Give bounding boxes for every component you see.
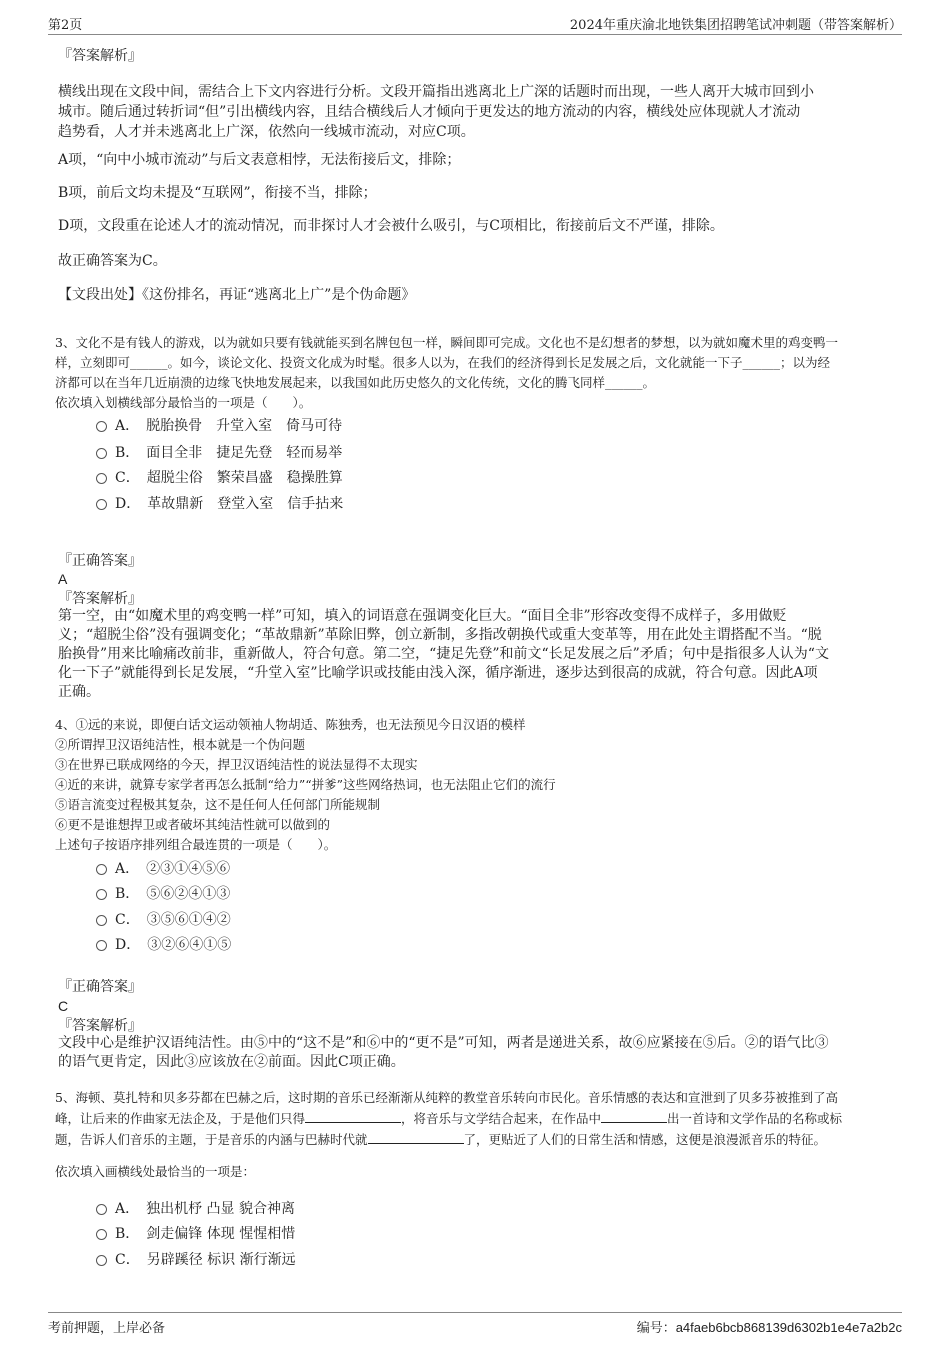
document-id: 编号：a4faeb6bcb868139d6302b1e4e7a2b2c xyxy=(636,1320,902,1335)
q2-analysis-line: 城市。随后通过转折词“但”引出横线内容，且结合横线后人才倾向于更发达的地方流动的内容，横线处应体现就人才流动 xyxy=(58,104,801,120)
q3-stem xyxy=(55,333,900,413)
q4-stem-line: ③在世界已联成网络的今天，捍卫汉语纯洁性的说法显得不太现实 xyxy=(55,757,418,772)
q4-analysis-title: 『答案解析』 xyxy=(58,1018,142,1034)
q2-analysis-title: 『答案解析』 xyxy=(58,48,142,64)
q5-blank-3 xyxy=(368,1129,464,1144)
radio-icon[interactable] xyxy=(96,915,107,926)
q5-stem-line: 5、海顿、莫扎特和贝多芬都在巴赫之后，这时期的音乐已经渐渐从纯粹的教堂音乐转向市民化。音乐情感的表达和宣泄到了贝多芬被推到了高 xyxy=(55,1090,838,1105)
q4-option-label: B． ⑤⑥②④①③ xyxy=(115,886,231,902)
q3-text: 济都可以在当年几近崩溃的边缘飞快地发展起来，以我国如此历史悠久的文化传统，文化的腾飞同样 xyxy=(55,375,606,390)
radio-icon[interactable] xyxy=(96,499,107,510)
q3-option-label: A． 脱胎换骨 升堂入室 倚马可待 xyxy=(115,418,343,434)
q2-conclusion: 故正确答案为C。 xyxy=(58,253,167,269)
q5-stem xyxy=(55,1088,900,1150)
q3-analysis-line: 第一空，由“如魔术里的鸡变鸭一样”可知，填入的词语意在强调变化巨大。“面目全非”形容改变得不成样子，多用做贬 xyxy=(58,608,787,624)
page-footer xyxy=(48,1312,902,1335)
q3-option-label: D． 革故鼎新 登堂入室 信手拈来 xyxy=(115,496,344,512)
q2-analysis-line: 趋势看，人才并未逃离北上广深，依然向一线城市流动，对应C项。 xyxy=(58,124,475,140)
q5-text: 出一首诗和文学作品的名称或标 xyxy=(667,1111,843,1126)
q4-analysis xyxy=(58,1034,893,1072)
q5-stem-line xyxy=(55,1108,900,1129)
q3-blank: ______ xyxy=(742,355,781,370)
page-number: 第2页 xyxy=(48,18,83,33)
q3-text: ；以为经 xyxy=(780,355,831,370)
q3-analysis-line: 正确。 xyxy=(58,684,100,700)
q3-analysis-line: 义；“超脱尘俗”没有强调变化；“革故鼎新”革除旧弊，创立新制，多指改朝换代或重大变革等，用在此处主谓搭配不当。“脱 xyxy=(58,627,822,643)
q3-option-label: C． 超脱尘俗 繁荣昌盛 稳操胜算 xyxy=(115,470,343,486)
q5-text: ，将音乐与文学结合起来，在作品中 xyxy=(401,1111,602,1126)
q3-blank: ______ xyxy=(130,355,168,370)
q5-text: 题，告诉人们音乐的主题，于是音乐的内涵与巴赫时代就 xyxy=(55,1132,368,1147)
q3-option-d[interactable] xyxy=(96,494,343,514)
footer-slogan: 考前押题，上岸必备 xyxy=(48,1321,166,1336)
q4-option-b[interactable] xyxy=(96,884,230,904)
radio-icon[interactable] xyxy=(96,421,107,432)
q5-prompt: 依次填入画横线处最恰当的一项是： xyxy=(55,1164,256,1179)
q3-stem-line xyxy=(55,353,900,373)
q3-answer: A xyxy=(58,571,68,587)
q4-answer: C xyxy=(58,998,69,1014)
q3-stem-line: 3、文化不是有钱人的游戏，以为就如只要有钱就能买到名牌包包一样，瞬间即可完成。文化也不是幻想者的梦想，以为就如魔术里的鸡变鸭一 xyxy=(55,335,838,350)
q3-option-label: B． 面目全非 捷足先登 轻而易举 xyxy=(115,445,343,461)
q4-option-c[interactable] xyxy=(96,910,231,930)
q4-answer-title: 『正确答案』 xyxy=(58,979,142,995)
q5-text: 了，更贴近了人们的日常生活和情感，这便是浪漫派音乐的特征。 xyxy=(463,1132,827,1147)
radio-icon[interactable] xyxy=(96,889,107,900)
q3-blank: ______ xyxy=(605,375,643,390)
q4-stem xyxy=(55,715,900,855)
q3-text: 。如今，谈论文化、投资文化成为时髦。很多人以为，在我们的经济得到长足发展之后，文化就能一下子 xyxy=(167,355,743,370)
radio-icon[interactable] xyxy=(96,864,107,875)
q2-option-a-explanation: A项，“向中小城市流动”与后文表意相悖，无法衔接后文，排除； xyxy=(58,152,461,168)
q3-text: 样，立刻即可 xyxy=(55,355,131,370)
q4-analysis-line: 文段中心是维护汉语纯洁性。由⑤中的“这不是”和⑥中的“更不是”可知，两者是递进关系，故⑥应紧接在⑤后。②的语气比③ xyxy=(58,1035,829,1051)
q5-option-c[interactable] xyxy=(96,1250,296,1270)
document-title: 2024年重庆渝北地铁集团招聘笔试冲刺题（带答案解析） xyxy=(569,18,902,33)
radio-icon[interactable] xyxy=(96,1255,107,1266)
q4-option-a[interactable] xyxy=(96,859,230,879)
q4-stem-line: ②所谓捍卫汉语纯洁性，根本就是一个伪问题 xyxy=(55,737,306,752)
radio-icon[interactable] xyxy=(96,1204,107,1215)
q5-blank-1 xyxy=(305,1108,401,1123)
q3-analysis-title: 『答案解析』 xyxy=(58,591,142,607)
radio-icon[interactable] xyxy=(96,473,107,484)
q3-option-c[interactable] xyxy=(96,468,343,488)
q2-option-d-explanation: D项，文段重在论述人才的流动情况，而非探讨人才会被什么吸引，与C项相比，衔接前后文不严谨，排除。 xyxy=(58,218,724,234)
q4-option-d[interactable] xyxy=(96,935,231,955)
q3-stem-line xyxy=(55,373,900,393)
q4-stem-line: ⑥更不是谁想捍卫或者破坏其纯洁性就可以做到的 xyxy=(55,817,331,832)
q4-stem-line: ⑤语言流变过程极其复杂，这不是任何人任何部门所能规制 xyxy=(55,797,381,812)
page-header xyxy=(48,12,902,35)
radio-icon[interactable] xyxy=(96,1229,107,1240)
q5-option-a[interactable] xyxy=(96,1199,295,1219)
q2-analysis xyxy=(58,82,893,142)
q3-answer-title: 『正确答案』 xyxy=(58,553,142,569)
q4-option-label: C． ③⑤⑥①④② xyxy=(115,912,231,928)
q3-text: 。 xyxy=(642,375,656,390)
q5-option-label: B． 剑走偏锋 体现 惺惺相惜 xyxy=(115,1226,296,1242)
q5-blank-2 xyxy=(601,1108,667,1123)
q3-prompt: 依次填入划横线部分最恰当的一项是（ ）。 xyxy=(55,395,312,410)
q4-stem-line: 4、①远的来说，即便白话文运动领袖人物胡适、陈独秀，也无法预见今日汉语的模样 xyxy=(55,717,526,732)
q4-stem-line: ④近的来讲，就算专家学者再怎么抵制“给力”“拼爹”这些网络热词，也无法阻止它们的流行 xyxy=(55,777,556,792)
q3-option-a[interactable] xyxy=(96,416,342,436)
q5-text: 峰，让后来的作曲家无法企及，于是他们只得 xyxy=(55,1111,306,1126)
q3-option-b[interactable] xyxy=(96,443,342,463)
q5-option-label: A． 独出机杼 凸显 貌合神离 xyxy=(115,1201,296,1217)
q4-option-label: D． ③②⑥④①⑤ xyxy=(115,937,232,953)
q3-analysis-line: 化一下子”就能得到长足发展，“升堂入室”比喻学识或技能由浅入深，循序渐进，逐步达到很高的成就，符合句意。因此A项 xyxy=(58,665,818,681)
radio-icon[interactable] xyxy=(96,448,107,459)
q5-option-b[interactable] xyxy=(96,1224,295,1244)
q4-analysis-line: 的语气更肯定，因此③应该放在②前面。因此C项正确。 xyxy=(58,1054,405,1070)
q2-analysis-line: 横线出现在文段中间，需结合上下文内容进行分析。文段开篇指出逃离北上广深的话题时而出现，一些人离开大城市回到小 xyxy=(58,84,814,100)
q2-option-b-explanation: B项，前后文均未提及“互联网”，衔接不当，排除； xyxy=(58,185,377,201)
q5-stem-line xyxy=(55,1129,900,1150)
q4-prompt: 上述句子按语序排列组合最连贯的一项是（ ）。 xyxy=(55,837,337,852)
q3-analysis-line: 胎换骨”用来比喻痛改前非，重新做人，符合句意。第二空，“捷足先登”和前文“长足发展之后”矛盾；句中是指很多人认为“文 xyxy=(58,646,829,662)
q3-analysis xyxy=(58,607,893,702)
q4-option-label: A． ②③①④⑤⑥ xyxy=(115,861,231,877)
q2-source: 【文段出处】《这份排名，再证“逃离北上广”是个伪命题》 xyxy=(58,287,416,303)
q5-option-label: C． 另辟蹊径 标识 渐行渐远 xyxy=(115,1252,296,1268)
radio-icon[interactable] xyxy=(96,940,107,951)
